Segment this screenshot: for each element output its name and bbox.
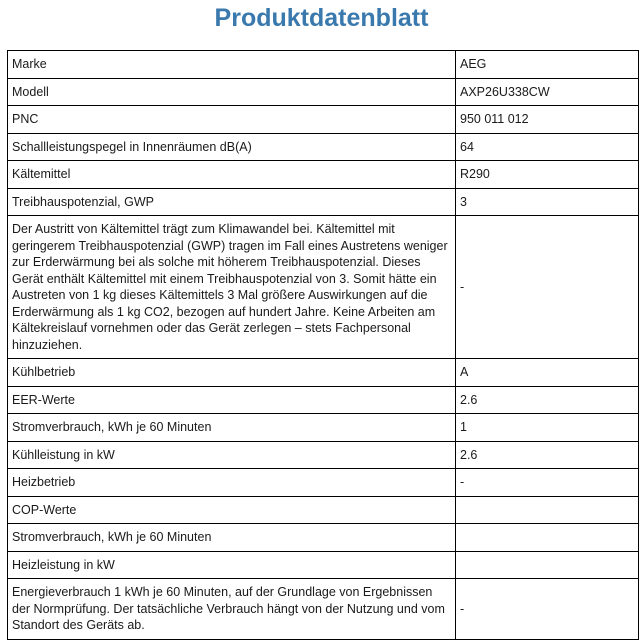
row-label: Kältemittel [8,161,456,189]
table-row-eer-werte [8,386,639,414]
row-value [456,524,639,552]
table-row-kuehlbetrieb [8,359,639,387]
row-value: 64 [456,133,639,161]
table-row-pnc [8,106,639,134]
table-row-treibhauspotenzial [8,188,639,216]
product-datasheet-table [7,50,639,640]
table-row-schallleistungspegel [8,133,639,161]
row-value: AXP26U338CW [456,78,639,106]
table-row-stromverbrauch-kuehlen [8,414,639,442]
row-label: Heizleistung in kW [8,551,456,579]
row-value: 2.6 [456,386,639,414]
row-value: 2.6 [456,441,639,469]
row-value [456,496,639,524]
row-value: AEG [456,51,639,79]
table-row-kaeltemittel-hinweis [8,216,639,359]
table-row-stromverbrauch-heizen [8,524,639,552]
row-label: EER-Werte [8,386,456,414]
row-label: Heizbetrieb [8,469,456,497]
row-value: - [456,216,639,359]
row-label: Der Austritt von Kältemittel trägt zum Klimawandel bei. Kältemittel mit geringerem Treibhauspotenzial (GWP) tragen im Fall eines Austretens weniger zur Erderwärmung bei als solche mit höherem Treibhauspotenzial. Dieses Gerät enthält Kältemittel mit einem Treibhauspotenzial von 3. Somit hätte ein Austreten von 1 kg dieses Kältemittels 3 Mal größere Auswirkungen auf die Erderwärmung als 1 kg CO2, bezogen auf hundert Jahre. Keine Arbeiten am Kältekreislauf vornehmen oder das Gerät zerlegen – stets Fachpersonal hinzuziehen. [8,216,456,359]
row-label: Stromverbrauch, kWh je 60 Minuten [8,414,456,442]
row-value: R290 [456,161,639,189]
row-value: A [456,359,639,387]
row-value: 1 [456,414,639,442]
table-row-heizleistung [8,551,639,579]
page-title: Produktdatenblatt [214,4,429,32]
row-label: COP-Werte [8,496,456,524]
row-label: Kühlleistung in kW [8,441,456,469]
table-row-modell [8,78,639,106]
row-label: Schallleistungspegel in Innenräumen dB(A) [8,133,456,161]
table-row-kuehlleistung [8,441,639,469]
row-label: Marke [8,51,456,79]
table-row-marke [8,51,639,79]
table-row-kaeltemittel [8,161,639,189]
table-row-heizbetrieb [8,469,639,497]
row-value: 950 011 012 [456,106,639,134]
row-label: Stromverbrauch, kWh je 60 Minuten [8,524,456,552]
row-value [456,551,639,579]
table-row-energieverbrauch-hinweis [8,579,639,640]
row-label: Kühlbetrieb [8,359,456,387]
row-label: Energieverbrauch 1 kWh je 60 Minuten, auf der Grundlage von Ergebnissen der Normprüfung. Der tatsächliche Verbrauch hängt von der Nutzung und vom Standort des Geräts ab. [8,579,456,640]
row-label: PNC [8,106,456,134]
row-label: Treibhauspotenzial, GWP [8,188,456,216]
table-row-cop-werte [8,496,639,524]
row-value: - [456,579,639,640]
row-value: - [456,469,639,497]
row-value: 3 [456,188,639,216]
row-label: Modell [8,78,456,106]
